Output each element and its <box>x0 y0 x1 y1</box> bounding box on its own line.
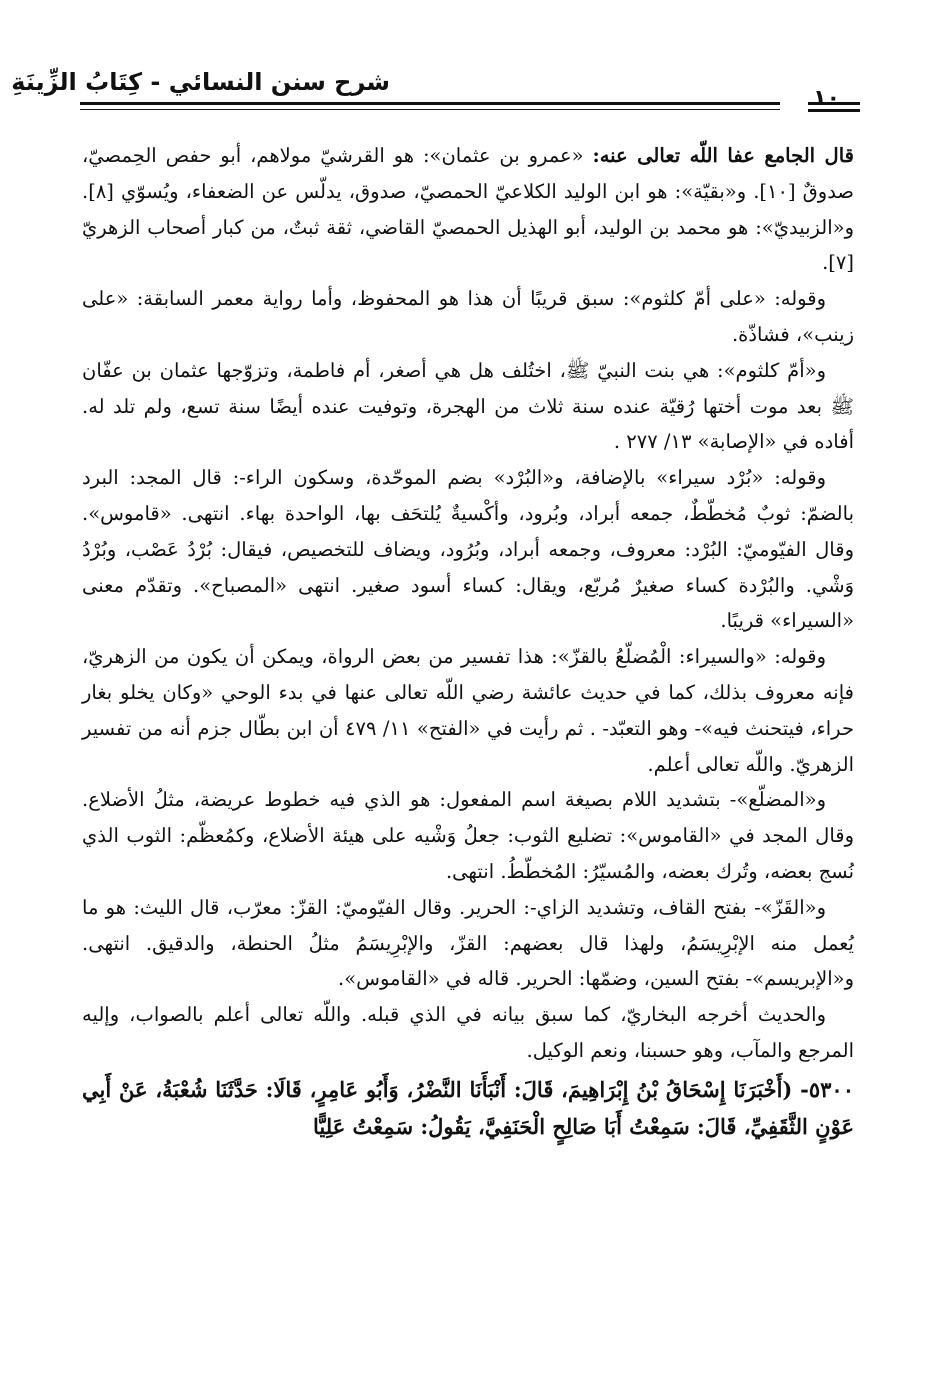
paragraph-qazz: و«القَزّ»- بفتح القاف، وتشديد الزاي-: الحرير. وقال الفيّوميّ: القزّ: معرّب، قال الليث: هو ما يُعمل منه الإبْرِيسَمُ، ولهذا قال بعضهم: القزّ، والإبْرِيسَمُ مثلُ الحنطة، والدقيق. انتهى. و«الإبريسم»- بفتح السين، وضمّها: الحرير. قاله في «القاموس». <box>82 895 854 991</box>
running-title: شرح سنن النسائي - كِتَابُ الزِّينَةِ <box>11 68 390 96</box>
paragraph-text: «عمرو بن عثمان»: هو القرشيّ مولاهم، أبو حفص الحِمصيّ، صدوقٌ [١٠]. و«بقيّة»: هو ابن الوليد الكلاعيّ الحمصيّ، صدوق، يدلّس عن الضعفاء، ويُسوّي [٨]. و«الزبيديّ»: هو محمد بن الوليد، أبو الهذيل الحمصيّ القاضي، ثقة ثبتٌ، من كبار أصحاب الزهريّ [٧]. <box>82 144 854 275</box>
paragraph-burd-siyara: وقوله: «بُرْد سيراء» بالإضافة، و«البُرْد» بضم الموحّدة، وسكون الراء-: قال المجد: البرد بالضمّ: ثوبٌ مُخطّطٌ، جمعه أبراد، وبُرود، وأكْسيةٌ يُلتحَف بها، الواحدة بهاء. انتهى. «قاموس». وقال الفيّوميّ: البُرْد: معروف، وجمعه أبراد، وبُرُود، ويضاف للتخصيص، فيقال: بُرْدُ عَصْب، وبُرْدُ وَشْي. والبُرْدة كساء صغيرٌ مُربّع، ويقال: كساء أسود صغير. انتهى «المصباح». وتقدّم معنى «السيراء» قريبًا. <box>82 466 854 633</box>
header-rule-right-upper <box>808 102 860 105</box>
header-rule-right-lower <box>808 109 860 112</box>
paragraph-takhrij: والحديث أخرجه البخاريّ، كما سبق بيانه في الذي قبله. واللّه تعالى أعلم بالصواب، وإليه المرجع والمآب، وهو حسبنا، ونعم الوكيل. <box>82 1003 854 1062</box>
paragraph-narrators <box>82 138 854 281</box>
header-rule-thin <box>80 109 780 110</box>
paragraph-lead: قال الجامع عفا اللّه تعالى عنه: <box>592 144 854 167</box>
paragraph-siyara: وقوله: «والسيراء: الْمُضلّعُ بالقزّ»: هذا تفسير من بعض الرواة، ويمكن أن يكون من الزهريّ، فإنه معروف بذلك، كما في حديث عائشة رضي اللّه تعالى عنها في بدء الوحي «وكان يخلو بغار حراء، فيتحنث فيه»- وهو التعبّد- . ثم رأيت في «الفتح» ١١/ ٤٧٩ أن ابن بطّال جزم أنه من تفسير الزهريّ. واللّه تعالى أعلم. <box>82 645 854 776</box>
hadith-5300: ٥٣٠٠- (أَخْبَرَنَا إِسْحَاقُ بْنُ إِبْرَاهِيمَ، قَالَ: أَنْبَأَنَا النَّضْرُ، وَأَبُو عَامِرٍ، قَالَا: حَدَّثَنَا شُعْبَةُ، عَنْ أَبِي عَوْنٍ الثَّقَفِيِّ، قَالَ: سَمِعْتُ أَبَا صَالِحٍ الْحَنَفِيَّ، يَقُولُ: سَمِعْتُ عَلِيًّا <box>82 1076 854 1139</box>
page-number: ١٠ <box>813 86 840 111</box>
header-rule-thick <box>80 102 780 105</box>
paragraph-mudalla: و«المضلّع»- بتشديد اللام بصيغة اسم المفعول: هو الذي فيه خطوط عريضة، مثلُ الأضلاع. وقال المجد في «القاموس»: تضليع الثوب: جعلُ وَشْيه على هيئة الأضلاع، وكمُعظّم: الثوب الذي نُسج بعضه، وتُرك بعضه، والمُسيّرُ: المُخطّطُ. انتهى. <box>82 788 854 883</box>
paragraph-umm-kulthum-note: وقوله: «على أمّ كلثوم»: سبق قريبًا أن هذا هو المحفوظ، وأما رواية معمر السابقة: «على زينب»، فشاذّة. <box>82 287 854 346</box>
paragraph-umm-kulthum: و«أمّ كلثوم»: هي بنت النبيّ ﷺ، اختُلف هل هي أصغر، أم فاطمة، وتزوّجها عثمان بن عفّان ﷺ بعد موت أختها رُقيّة عنده سنة ثلاث من الهجرة، وتوفيت عنده أيضًا سنة تسع، ولم تلد له. أفاده في «الإصابة» ١٣/ ٢٧٧ . <box>82 358 854 454</box>
page-header <box>11 62 860 132</box>
page-body <box>82 138 854 1145</box>
